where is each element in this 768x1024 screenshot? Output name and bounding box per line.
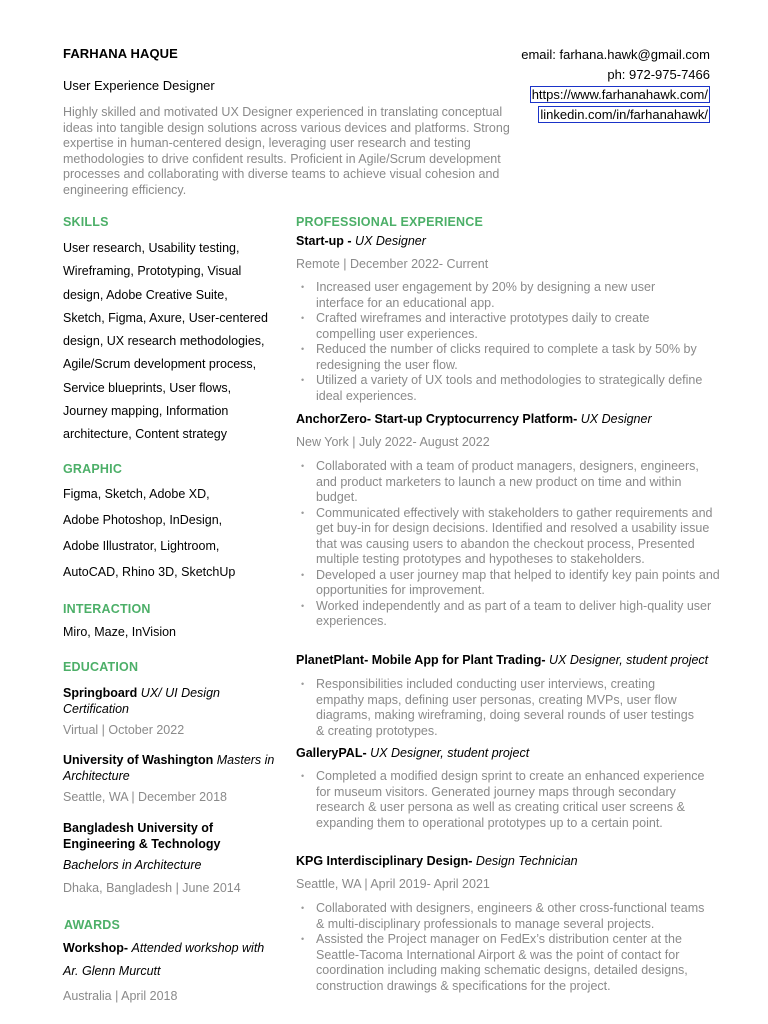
education-meta: Dhaka, Bangladesh | June 2014 [63, 881, 241, 895]
graphic-line: AutoCAD, Rhino 3D, SketchUp [63, 565, 236, 579]
bullet-item: • Completed a modified design sprint to create an enhanced experience for museum visitors. Generated journey maps through secondary research & user persona as well as creating critical user screens & expanding them to operational prototypes up to a certain point. [296, 769, 706, 831]
job-company: PlanetPlant- Mobile App for Plant Trading- [296, 653, 546, 667]
contact-block [450, 45, 710, 125]
graphic-line: Adobe Illustrator, Lightroom, [63, 539, 220, 553]
skills-line: Wireframing, Prototyping, Visual [63, 264, 242, 279]
skills-line: design, UX research methodologies, [63, 334, 265, 349]
job-header [296, 653, 721, 667]
bullet-item: • Reduced the number of clicks required to complete a task by 50% by redesigning the user flow. [296, 342, 706, 373]
job-header [296, 412, 721, 426]
skills-line: architecture, Content strategy [63, 427, 227, 442]
job-role: UX Designer [355, 234, 426, 248]
skills-list [63, 237, 283, 447]
job-bullets [296, 459, 721, 630]
candidate-name: FARHANA HAQUE [63, 46, 178, 61]
job-meta: Remote | December 2022- Current [296, 257, 489, 271]
graphic-line: Adobe Photoshop, InDesign, [63, 513, 223, 527]
job-title: User Experience Designer [63, 78, 215, 93]
education-heading: EDUCATION [63, 660, 139, 674]
education-degree: Bachelors in Architecture [63, 858, 202, 872]
job-company: Start-up - [296, 234, 352, 248]
graphic-heading: GRAPHIC [63, 462, 123, 476]
skills-line: Agile/Scrum development process, [63, 357, 257, 372]
bullet-item: • Communicated effectively with stakeholders to gather requirements and get buy-in for design decisions. Identified and resolved a usability issue that was causing users to abandon the checkout process, Presented multiple testing prototypes and hypotheses to stakeholders. [296, 506, 721, 568]
bullet-item: • Responsibilities included conducting user interviews, creating empathy maps, defining user personas, creating MVPs, user flow diagrams, making wireframing, doing several rounds of user testings & creating prototypes. [296, 677, 701, 739]
education-degree: Masters in Architecture [63, 753, 275, 783]
skills-line: design, Adobe Creative Suite, [63, 287, 228, 302]
bullet-item: • Worked independently and as part of a team to deliver high-quality user experiences. [296, 599, 721, 630]
award-title: Workshop- [63, 941, 129, 955]
job-role: UX Designer, student project [370, 746, 530, 760]
job-header [296, 854, 721, 868]
interaction-heading: INTERACTION [63, 602, 151, 616]
job-role: Design Technician [475, 854, 578, 868]
bullet-item: • Assisted the Project manager on FedEx’s distribution center at the Seattle-Tacoma International Airport & was the point of contact for coordination including making schematic designs, detailed designs, construction drawings & specifications for the project. [296, 932, 706, 994]
graphic-line: Figma, Sketch, Adobe XD, [63, 487, 210, 501]
job-header [296, 746, 721, 760]
job-company: AnchorZero- Start-up Cryptocurrency Platform- [296, 412, 578, 426]
website-link[interactable]: https://www.farhanahawk.com/ [531, 87, 708, 102]
bullet-item: • Utilized a variety of UX tools and methodologies to strategically define ideal experiences. [296, 373, 706, 404]
job-company: GalleryPAL- [296, 746, 367, 760]
job-role: UX Designer, student project [549, 653, 709, 667]
job-company: KPG Interdisciplinary Design- [296, 854, 473, 868]
education-item [63, 752, 283, 784]
experience-heading: PROFESSIONAL EXPERIENCE [296, 215, 484, 229]
education-meta: Virtual | October 2022 [63, 723, 185, 737]
skills-line: Journey mapping, Information [63, 404, 229, 419]
job-bullets [296, 280, 706, 404]
bullet-item: • Developed a user journey map that helped to identify key pain points and opportunities for improvement. [296, 568, 721, 599]
profile-summary: Highly skilled and motivated UX Designer experienced in translating conceptual ideas into tangible design solutions across various devices and platforms. Strong expertise in human-centered design, leveraging user research and testing methodologies to drive confident results. Proficient in Agile/Scrum development processes and collaborating with diverse teams to achieve visual cohesion and engineering efficiency. [63, 105, 510, 197]
graphic-list [63, 481, 278, 585]
award-meta: Australia | April 2018 [63, 989, 178, 1003]
job-bullets [296, 901, 706, 994]
skills-line: Sketch, Figma, Axure, User-centered [63, 310, 268, 325]
education-meta: Seattle, WA | December 2018 [63, 790, 227, 804]
bullet-item: • Collaborated with a team of product managers, designers, engineers, and product marketers to launch a new product on time and within budget. [296, 459, 721, 506]
job-meta: Seattle, WA | April 2019- April 2021 [296, 877, 490, 891]
job-header [296, 234, 721, 248]
skills-heading: SKILLS [63, 215, 109, 229]
email-text: email: farhana.hawk@gmail.com [521, 47, 710, 62]
bullet-item: • Collaborated with designers, engineers & other cross-functional teams & multi-disciplinary professionals to manage several projects. [296, 901, 706, 932]
education-school: Bangladesh University of Engineering & Technology [63, 821, 221, 851]
skills-line: Service blueprints, User flows, [63, 380, 232, 395]
phone-text: ph: 972-975-7466 [607, 67, 710, 82]
bullet-item: • Increased user engagement by 20% by designing a new user interface for an educational app. [296, 280, 706, 311]
linkedin-link[interactable]: linkedin.com/in/farhanahawk/ [540, 107, 708, 122]
job-bullets [296, 677, 701, 739]
job-role: UX Designer [580, 412, 652, 426]
award-detail: Ar. Glenn Murcutt [63, 964, 161, 979]
skills-line: User research, Usability testing, [63, 241, 240, 255]
awards-heading: AWARDS [64, 918, 121, 932]
job-meta: New York | July 2022- August 2022 [296, 435, 490, 449]
award-detail: Attended workshop with [131, 941, 265, 955]
bullet-item: • Crafted wireframes and interactive prototypes daily to create compelling user experiences. [296, 311, 706, 342]
award-item [63, 937, 283, 984]
job-bullets [296, 769, 706, 831]
education-school: Springboard [63, 686, 138, 700]
education-item [63, 685, 278, 717]
education-degree: UX/ UI Design Certification [63, 686, 220, 716]
education-school: University of Washington [63, 753, 214, 767]
interaction-text: Miro, Maze, InVision [63, 625, 177, 639]
